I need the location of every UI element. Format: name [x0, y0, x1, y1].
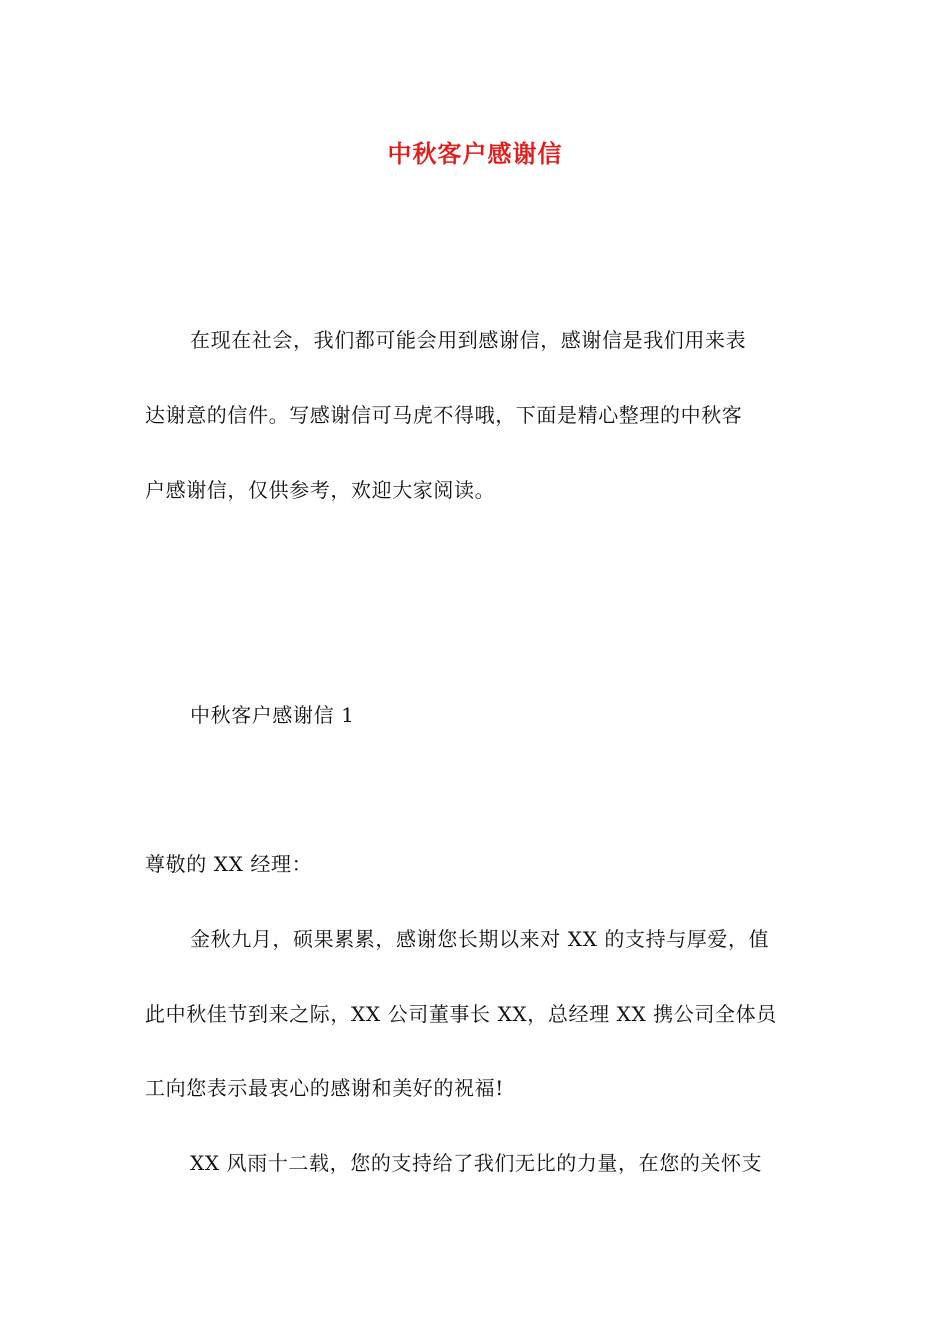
document-title: 中秋客户感谢信: [387, 139, 563, 168]
paragraph1-line-3: 工向您表示最衷心的感谢和美好的祝福!: [145, 1076, 504, 1100]
section-heading: 中秋客户感谢信 1: [190, 703, 355, 727]
intro-line-1: 在现在社会，我们都可能会用到感谢信，感谢信是我们用来表: [190, 328, 747, 352]
intro-line-3: 户感谢信，仅供参考，欢迎大家阅读。: [145, 478, 496, 502]
paragraph1-line-1: 金秋九月，硕果累累，感谢您长期以来对 XX 的支持与厚爱，值: [190, 927, 770, 951]
paragraph2-line-1: XX 风雨十二载，您的支持给了我们无比的力量，在您的关怀支: [190, 1151, 763, 1175]
paragraph1-line-2: 此中秋佳节到来之际，XX 公司董事长 XX，总经理 XX 携公司全体员: [145, 1002, 777, 1026]
intro-line-2: 达谢意的信件。写感谢信可马虎不得哦，下面是精心整理的中秋客: [145, 403, 743, 427]
salutation: 尊敬的 XX 经理：: [145, 852, 313, 876]
